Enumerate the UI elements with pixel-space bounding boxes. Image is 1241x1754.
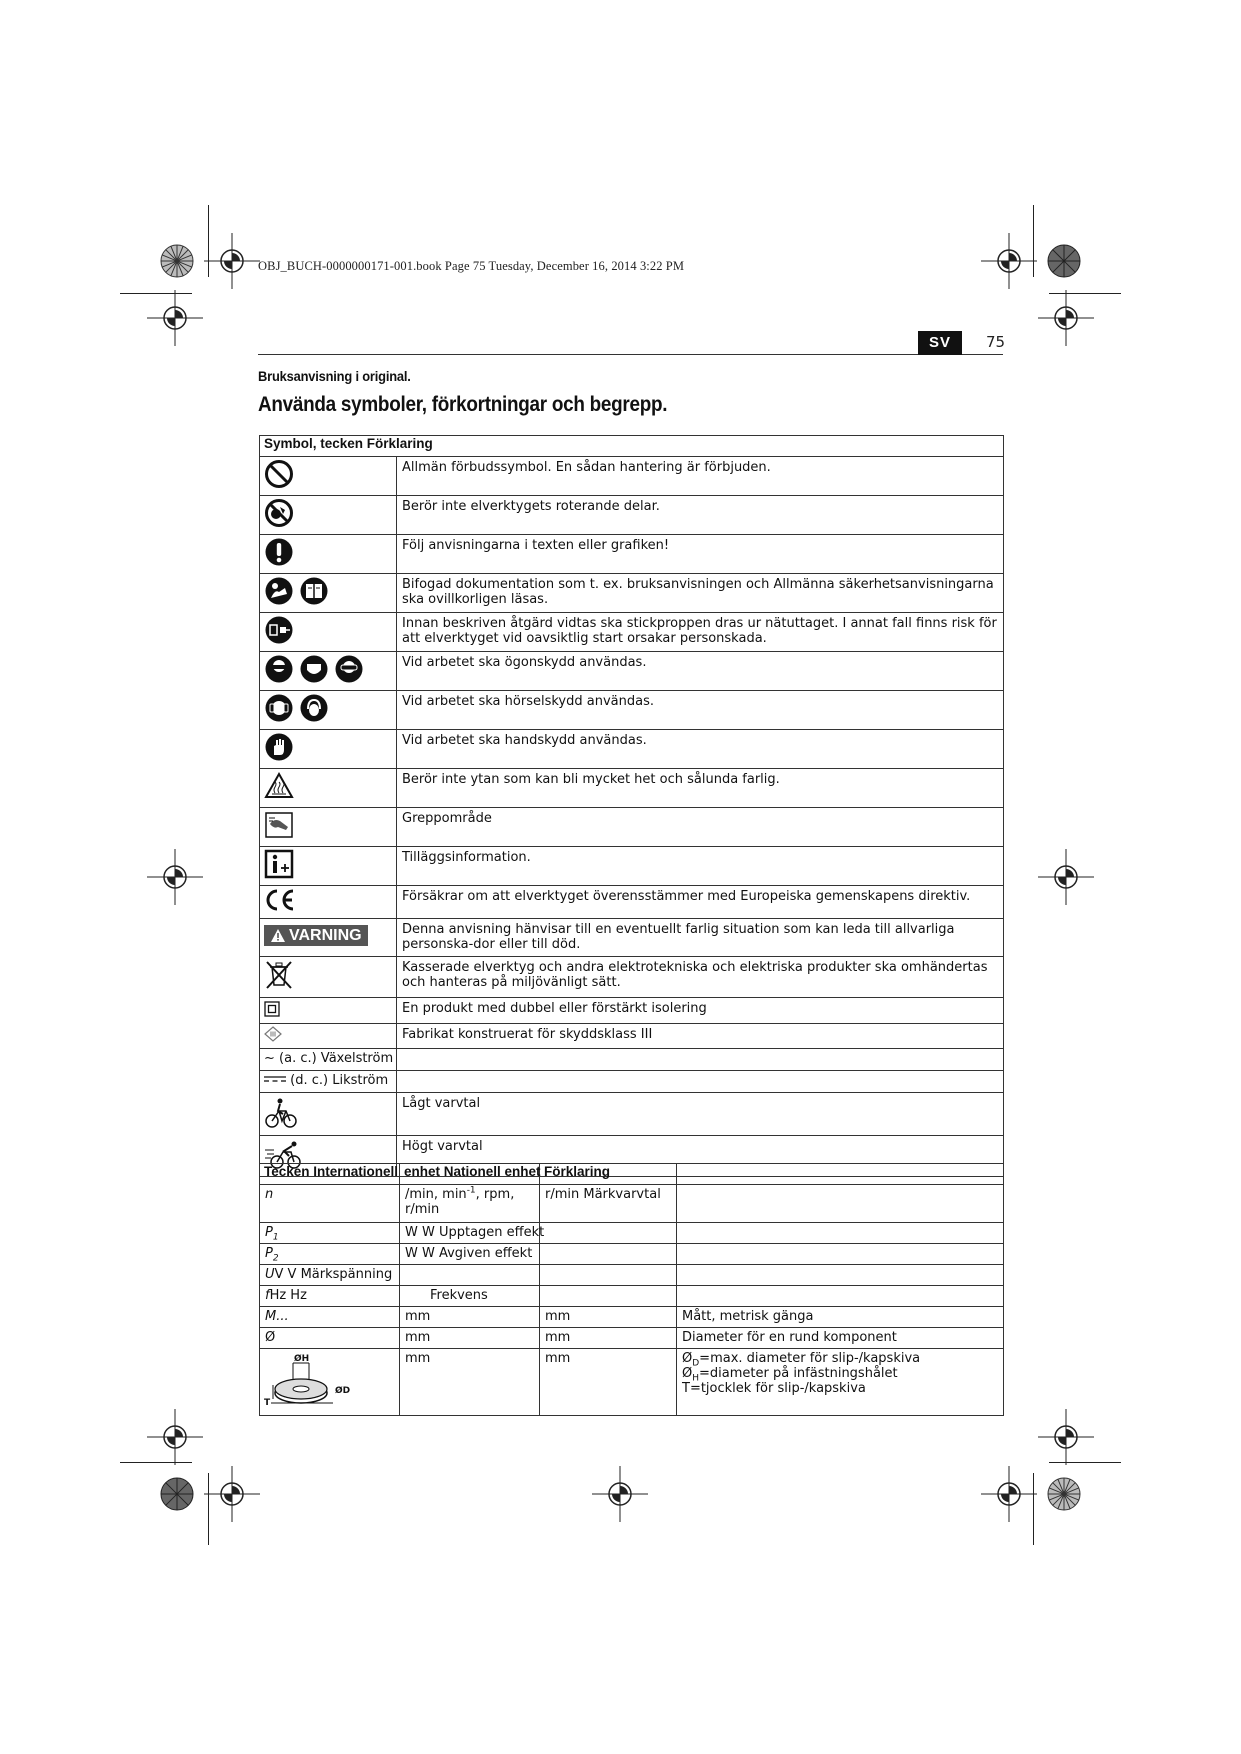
row-text: Försäkrar om att elverktyget överensstämmer med Europeiska gemenskapens direktiv. bbox=[397, 886, 1004, 919]
table-row bbox=[260, 496, 1004, 535]
disc-label-od: ØD bbox=[335, 1386, 351, 1396]
mandatory-exclamation-icon bbox=[264, 537, 294, 571]
cell-explanation: r/min Märkvarvtal bbox=[540, 1185, 677, 1223]
row-text: Bifogad dokumentation som t. ex. bruksanvisningen och Allmänna säkerhetsanvisningarna ska ovillkorligen läsas. bbox=[397, 574, 1004, 613]
registration-target-icon bbox=[147, 290, 203, 346]
table-row bbox=[260, 998, 1004, 1024]
table-row bbox=[260, 1185, 1004, 1223]
cell-unit-national: mm bbox=[540, 1328, 677, 1349]
table-row bbox=[260, 1049, 1004, 1071]
cell-unit: /min, $\min^{-1}$, rpm, r/min bbox=[400, 1185, 540, 1223]
cell-symbol: M... bbox=[260, 1307, 400, 1328]
grinding-disc-diagram-icon bbox=[263, 1351, 359, 1409]
table-header-row bbox=[260, 436, 1004, 457]
protection-class-iii-icon bbox=[264, 1026, 282, 1046]
table-header-row bbox=[260, 1164, 1004, 1185]
table-row bbox=[260, 1071, 1004, 1093]
ear-protection-icon bbox=[264, 693, 294, 727]
table-row bbox=[260, 613, 1004, 652]
cell-symbol: UV V Märkspänning bbox=[260, 1265, 400, 1286]
row-text: Berör inte ytan som kan bli mycket het och sålunda farlig. bbox=[397, 769, 1004, 808]
cell-symbol: fHz Hz bbox=[260, 1286, 400, 1307]
row-text: Vid arbetet ska handskydd användas. bbox=[397, 730, 1004, 769]
row-text: Greppområde bbox=[397, 808, 1004, 847]
prohibition-icon bbox=[264, 459, 294, 493]
row-text: En produkt med dubbel eller förstärkt isolering bbox=[397, 998, 1004, 1024]
table-row bbox=[260, 652, 1004, 691]
cell-unit: mm bbox=[400, 1328, 540, 1349]
dc-symbol-text: (d. c.) Likström bbox=[290, 1073, 389, 1088]
unplug-icon bbox=[264, 615, 294, 649]
registration-target-icon bbox=[1038, 290, 1094, 346]
table-row bbox=[260, 886, 1004, 919]
ce-mark-icon bbox=[264, 888, 296, 916]
row-text: Kasserade elverktyg och andra elektrotekniska och elektriska produkter ska omhändertas och hanteras på miljövänligt sätt. bbox=[397, 957, 1004, 998]
registration-target-icon bbox=[981, 1466, 1037, 1522]
page-title: Använda symboler, förkortningar och begrepp. bbox=[258, 393, 668, 416]
table-row bbox=[260, 808, 1004, 847]
table-row bbox=[260, 1024, 1004, 1049]
double-insulation-icon bbox=[264, 1001, 280, 1021]
face-shield-icon bbox=[299, 654, 329, 688]
cell-explanation: $Ø_D=\max$. diameter för slip-/kapskiva $Ø_H=diameter$ på infästningshålet T=tjocklek för slip-/kapskiva bbox=[677, 1349, 1004, 1416]
table-row bbox=[260, 1223, 1004, 1244]
ear-muffs-icon bbox=[299, 693, 329, 727]
table-row bbox=[260, 1244, 1004, 1265]
table-row bbox=[260, 957, 1004, 998]
column-header-unit: enhet Nationell enhet bbox=[400, 1164, 540, 1185]
cell-unit-national: mm bbox=[540, 1349, 677, 1416]
cell-unit: mm bbox=[400, 1307, 540, 1328]
cell-unit-national: mm bbox=[540, 1307, 677, 1328]
table-header: Symbol, tecken Förklaring bbox=[260, 436, 1004, 457]
row-text: Tilläggsinformation. bbox=[397, 847, 1004, 886]
disc-label-oh: ØH bbox=[294, 1354, 310, 1364]
cell-unit: W W Upptagen effekt bbox=[400, 1223, 540, 1244]
eye-protection-icon bbox=[264, 654, 294, 688]
row-text bbox=[397, 1049, 1004, 1071]
row-text: Vid arbetet ska hörselskydd användas. bbox=[397, 691, 1004, 730]
row-text: Högt varvtal bbox=[397, 1136, 1004, 1177]
table-row bbox=[260, 1093, 1004, 1136]
header-rule bbox=[258, 354, 1003, 355]
weee-bin-icon bbox=[264, 959, 294, 995]
symbol-table bbox=[259, 435, 1004, 1177]
row-text: Denna anvisning hänvisar till en eventuellt farlig situation som kan leda till allvarliga personska-dor eller till död. bbox=[397, 919, 1004, 957]
registration-target-icon bbox=[1038, 1409, 1094, 1465]
table-row bbox=[260, 535, 1004, 574]
warning-triangle-icon bbox=[270, 928, 286, 943]
disc-label-t: T bbox=[264, 1398, 271, 1408]
column-header-symbol: Tecken Internationell bbox=[260, 1164, 400, 1185]
registration-target-icon bbox=[147, 1409, 203, 1465]
registration-target-icon bbox=[981, 233, 1037, 289]
color-rosette-icon bbox=[1047, 244, 1081, 278]
table-row bbox=[260, 1286, 1004, 1307]
cell-symbol bbox=[260, 1349, 400, 1416]
grip-area-icon bbox=[264, 810, 294, 844]
row-text: Innan beskriven åtgärd vidtas ska stickproppen dras ur nätuttaget. I annat fall finns risk för att elverktyget vid oavsiktlig start orsakar personskada. bbox=[397, 613, 1004, 652]
manual-book-icon bbox=[299, 576, 329, 610]
table-row bbox=[260, 919, 1004, 957]
column-header-explanation: Förklaring bbox=[540, 1164, 677, 1185]
safety-goggles-icon bbox=[334, 654, 364, 688]
color-rosette-icon bbox=[1047, 1477, 1081, 1511]
cell-symbol: $P_2$ bbox=[260, 1244, 400, 1265]
registration-target-icon bbox=[592, 1466, 648, 1522]
table-row bbox=[260, 730, 1004, 769]
warning-badge bbox=[264, 925, 368, 946]
dc-symbol-icon bbox=[264, 1073, 286, 1088]
table-row bbox=[260, 1349, 1004, 1416]
table-row bbox=[260, 574, 1004, 613]
table-row bbox=[260, 691, 1004, 730]
table-row bbox=[260, 457, 1004, 496]
language-badge: SV bbox=[918, 331, 962, 355]
warning-badge-label: VARNING bbox=[289, 927, 362, 944]
registration-target-icon bbox=[204, 233, 260, 289]
row-text bbox=[397, 1071, 1004, 1093]
row-text: Allmän förbudssymbol. En sådan hantering är förbjuden. bbox=[397, 457, 1004, 496]
row-text: Vid arbetet ska ögonskydd användas. bbox=[397, 652, 1004, 691]
table-row bbox=[260, 847, 1004, 886]
cell-unit: Frekvens bbox=[400, 1286, 540, 1307]
table-row bbox=[260, 1265, 1004, 1286]
units-table bbox=[259, 1163, 1004, 1416]
row-text: Berör inte elverktygets roterande delar. bbox=[397, 496, 1004, 535]
table-row bbox=[260, 769, 1004, 808]
registration-target-icon bbox=[1038, 849, 1094, 905]
cell-explanation: Mått, metrisk gänga bbox=[677, 1307, 1004, 1328]
cell-unit: W W Avgiven effekt bbox=[400, 1244, 540, 1265]
row-text: Lågt varvtal bbox=[397, 1093, 1004, 1136]
print-header: OBJ_BUCH-0000000171-001.book Page 75 Tuesday, December 16, 2014 3:22 PM bbox=[258, 259, 685, 273]
table-row bbox=[260, 1307, 1004, 1328]
ac-symbol-text: ~ (a. c.) Växelström bbox=[260, 1049, 397, 1071]
page-number: 75 bbox=[986, 333, 1006, 351]
table-row bbox=[260, 1328, 1004, 1349]
cell-symbol: n bbox=[260, 1185, 400, 1223]
info-icon bbox=[264, 849, 294, 883]
low-speed-icon bbox=[264, 1095, 298, 1133]
no-touch-rotating-icon bbox=[264, 498, 294, 532]
hot-surface-icon bbox=[264, 771, 294, 805]
registration-target-icon bbox=[147, 849, 203, 905]
registration-target-icon bbox=[204, 1466, 260, 1522]
row-text: Följ anvisningarna i texten eller grafiken! bbox=[397, 535, 1004, 574]
row-text: Fabrikat konstruerat för skyddsklass III bbox=[397, 1024, 1004, 1049]
document-subtitle: Bruksanvisning i original. bbox=[258, 368, 411, 384]
hand-protection-icon bbox=[264, 732, 294, 766]
cell-unit: mm bbox=[400, 1349, 540, 1416]
cell-symbol: Ø bbox=[260, 1328, 400, 1349]
cell-explanation: Diameter för en rund komponent bbox=[677, 1328, 1004, 1349]
read-manual-icon bbox=[264, 576, 294, 610]
color-rosette-icon bbox=[160, 1477, 194, 1511]
cell-symbol: $P_1$ bbox=[260, 1223, 400, 1244]
color-rosette-icon bbox=[160, 244, 194, 278]
